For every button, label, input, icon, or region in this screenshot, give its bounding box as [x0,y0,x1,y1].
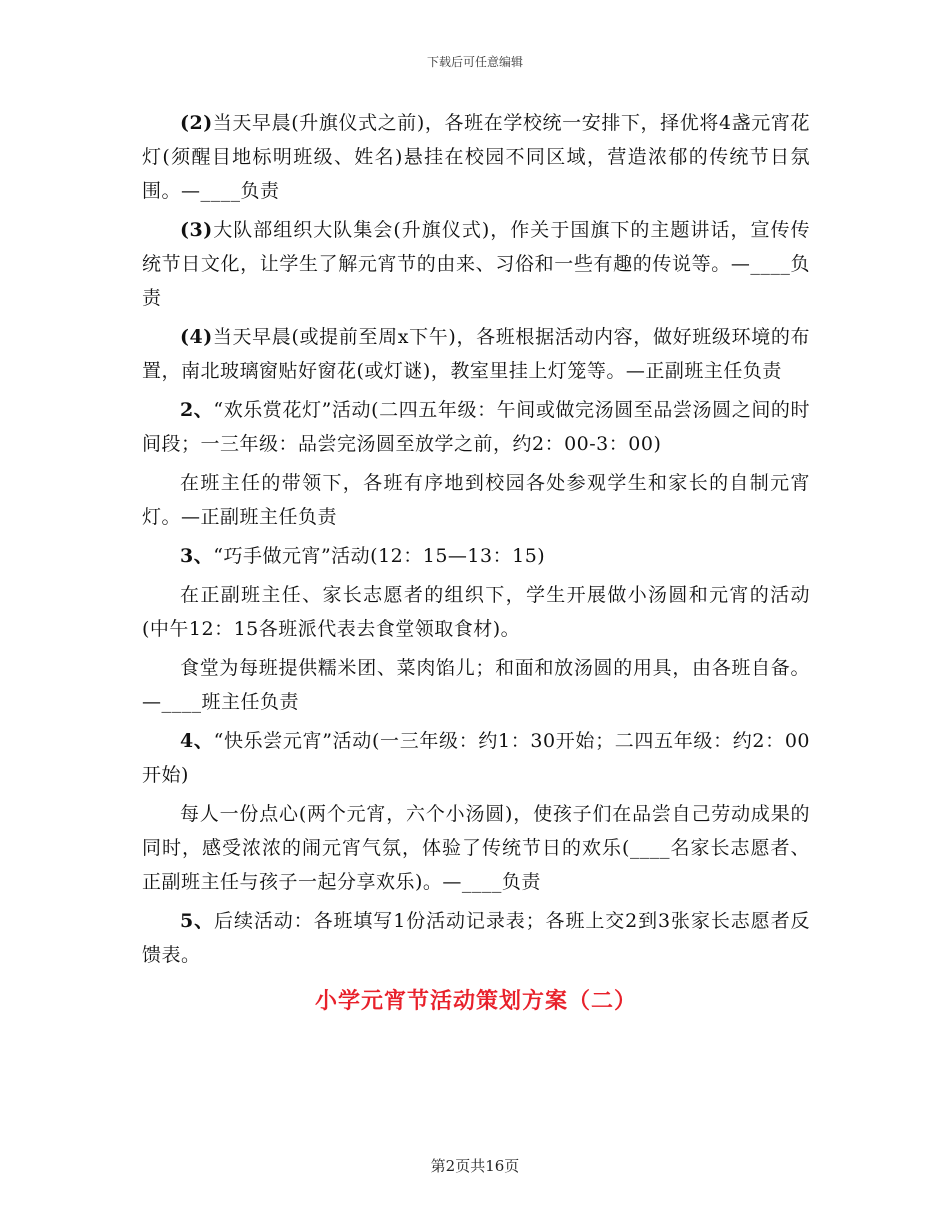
paragraph [142,578,810,646]
paragraph-text: 每人一份点心(两个元宵，六个小汤圆)，使孩子们在品尝自己劳动成果的同时，感受浓浓的闹元宵气氛，体验了传统节日的欢乐(____名家长志愿者、正副班主任与孩子一起分享欢乐)。—____负责 [142,803,810,893]
paragraph [142,797,810,899]
paragraph [142,213,810,315]
item-number: (2) [180,112,213,134]
paragraph [142,106,810,208]
paragraph-text: “欢乐赏花灯”活动(二四五年级：午间或做完汤圆至品尝汤圆之间的时间段；一三年级：品尝完汤圆至放学之前，约2：00-3：00) [142,399,810,455]
paragraph-text: 大队部组织大队集会(升旗仪式)，作关于国旗下的主题讲话，宣传传统节日文化，让学生了解元宵节的由来、习俗和一些有趣的传说等。—____负责 [142,219,810,309]
paragraph-text: 当天早晨(或提前至周x下午)，各班根据活动内容，做好班级环境的布置，南北玻璃窗贴好窗花(或灯谜)，教室里挂上灯笼等。—正副班主任负责 [142,326,810,382]
section-heading: 小学元宵节活动策划方案（二） [314,988,637,1014]
paragraph-text: 食堂为每班提供糯米团、菜肉馅儿；和面和放汤圆的用具，由各班自备。—____班主任负责 [142,657,810,713]
paragraph [142,539,810,573]
item-number: (3) [180,219,213,241]
item-number: (4) [180,326,213,348]
paragraph [142,393,810,461]
paragraph [142,724,810,792]
paragraph [142,904,810,972]
paragraph-text: “快乐尝元宵”活动(一三年级：约1：30开始；二四五年级：约2：00开始) [142,730,810,786]
paragraph [142,466,810,534]
document-body [142,106,810,1018]
item-number: 4、 [180,730,214,752]
paragraph-text: 当天早晨(升旗仪式之前)，各班在学校统一安排下，择优将4盏元宵花灯(须醒目地标明班级、姓名)悬挂在校园不同区域，营造浓郁的传统节日氛围。—____负责 [142,112,810,202]
item-number: 5、 [180,910,215,932]
paragraph [142,651,810,719]
paragraph [142,320,810,388]
page-header: 下载后可任意编辑 [426,55,523,69]
paragraph-text: 在班主任的带领下，各班有序地到校园各处参观学生和家长的自制元宵灯。—正副班主任负责 [142,472,810,528]
paragraph-text: 后续活动：各班填写1份活动记录表；各班上交2到3张家长志愿者反馈表。 [142,910,810,966]
item-number: 3、 [180,545,214,567]
page-footer: 第2页共16页 [430,1157,520,1175]
item-number: 2、 [180,399,214,421]
paragraph-text: “巧手做元宵”活动(12：15—13：15) [213,545,546,567]
paragraph-text: 在正副班主任、家长志愿者的组织下，学生开展做小汤圆和元宵的活动(中午12：15各班派代表去食堂领取食材)。 [142,584,810,640]
